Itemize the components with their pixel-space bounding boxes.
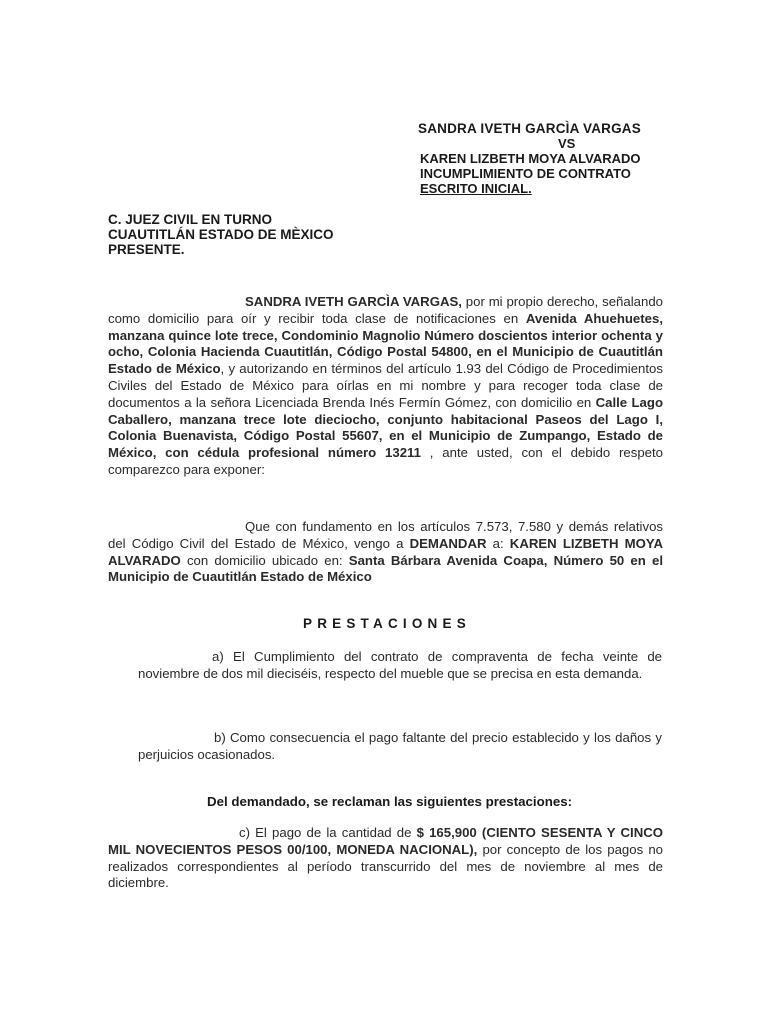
intro-text-2: , y autorizando en términos del artículo 1.93 del Código de Procedimientos Civiles del Estado de México para oírlas en mi nombre y para recoger toda clase de documentos a la señora Licenciada Brenda Inés Fermín Gómez, con domicilio en: [108, 361, 663, 410]
versus-label: VS: [558, 136, 576, 151]
document-type: ESCRITO INICIAL.: [420, 181, 532, 196]
addressee-judge: C. JUEZ CIVIL EN TURNO: [108, 212, 273, 227]
demand-text-3: con domicilio ubicado en:: [180, 552, 349, 568]
plaintiff-name: SANDRA IVETH GARCÌA VARGAS: [418, 121, 641, 136]
plaintiff-address: Avenida Ahuehuetes, manzana quince lote trece, Condominio Magnolio Número doscientos interior ochenta y ocho, Colonia Hacienda Cuautitlán, Código Postal 54800, en el Municipio de Cuautitlán Estado de México: [108, 310, 663, 377]
attorney-address: Calle Lago Caballero, manzana trece lote dieciocho, conjunto habitacional Paseos del Lago I, Colonia Buenavista, Código Postal 55607, en el Municipio de Zumpango, Estado de México, con cédula profesional número 13211: [108, 394, 663, 461]
plaintiff-name-inline: SANDRA IVETH GARCÌA VARGAS,: [245, 294, 462, 309]
addressee-block: [108, 212, 408, 257]
defendant-name: KAREN LIZBETH MOYA ALVARADO: [420, 151, 641, 166]
prestacion-a: a) El Cumplimiento del contrato de compraventa de fecha veinte de noviembre de dos mil dieciséis, respecto del mueble que se precisa en esta demanda.: [138, 649, 662, 681]
demand-paragraph: [108, 519, 663, 586]
prestacion-c-text-2: por concepto de los pagos no realizados correspondientes al período transcurrido del mes de noviembre al mes de diciembre.: [108, 841, 663, 891]
prestacion-c-text-1: c) El pago de la cantidad de: [239, 825, 417, 840]
intro-paragraph: [108, 294, 663, 479]
defendant-name-inline: KAREN LIZBETH MOYA ALVARADO: [108, 535, 663, 568]
claim-amount: $ 165,900 (CIENTO SESENTA Y CINCO MIL NOVECIENTOS PESOS 00/100, MONEDA NACIONAL),: [108, 825, 663, 857]
addressee-presente: PRESENTE.: [108, 242, 185, 257]
intro-text-1: por mi propio derecho, señalando como domicilio para oír y recibir toda clase de notificaciones en: [108, 294, 663, 326]
prestacion-c: [108, 825, 663, 892]
case-caption: [420, 121, 720, 196]
addressee-court: CUAUTITLÁN ESTADO DE MÈXICO: [108, 227, 334, 242]
defendant-address: Santa Bárbara Avenida Coapa, Número 50 en el Municipio de Cuautitlán Estado de México: [108, 552, 664, 585]
intro-text-3: , ante usted, con el debido respeto comparezco para exponer:: [108, 445, 663, 477]
prestacion-b: b) Como consecuencia el pago faltante del precio establecido y los daños y perjuicios ocasionados.: [138, 730, 662, 762]
demandado-heading: Del demandado, se reclaman las siguientes prestaciones:: [207, 794, 573, 809]
demand-text-2: a:: [486, 535, 510, 551]
case-matter: INCUMPLIMIENTO DE CONTRATO: [420, 166, 631, 181]
demandar-label: DEMANDAR: [409, 535, 487, 551]
prestaciones-heading: PRESTACIONES: [303, 616, 471, 631]
demand-text-1: Que con fundamento en los artículos 7.573, 7.580 y demás relativos del Código Civil del Estado de México, vengo a: [108, 519, 663, 551]
